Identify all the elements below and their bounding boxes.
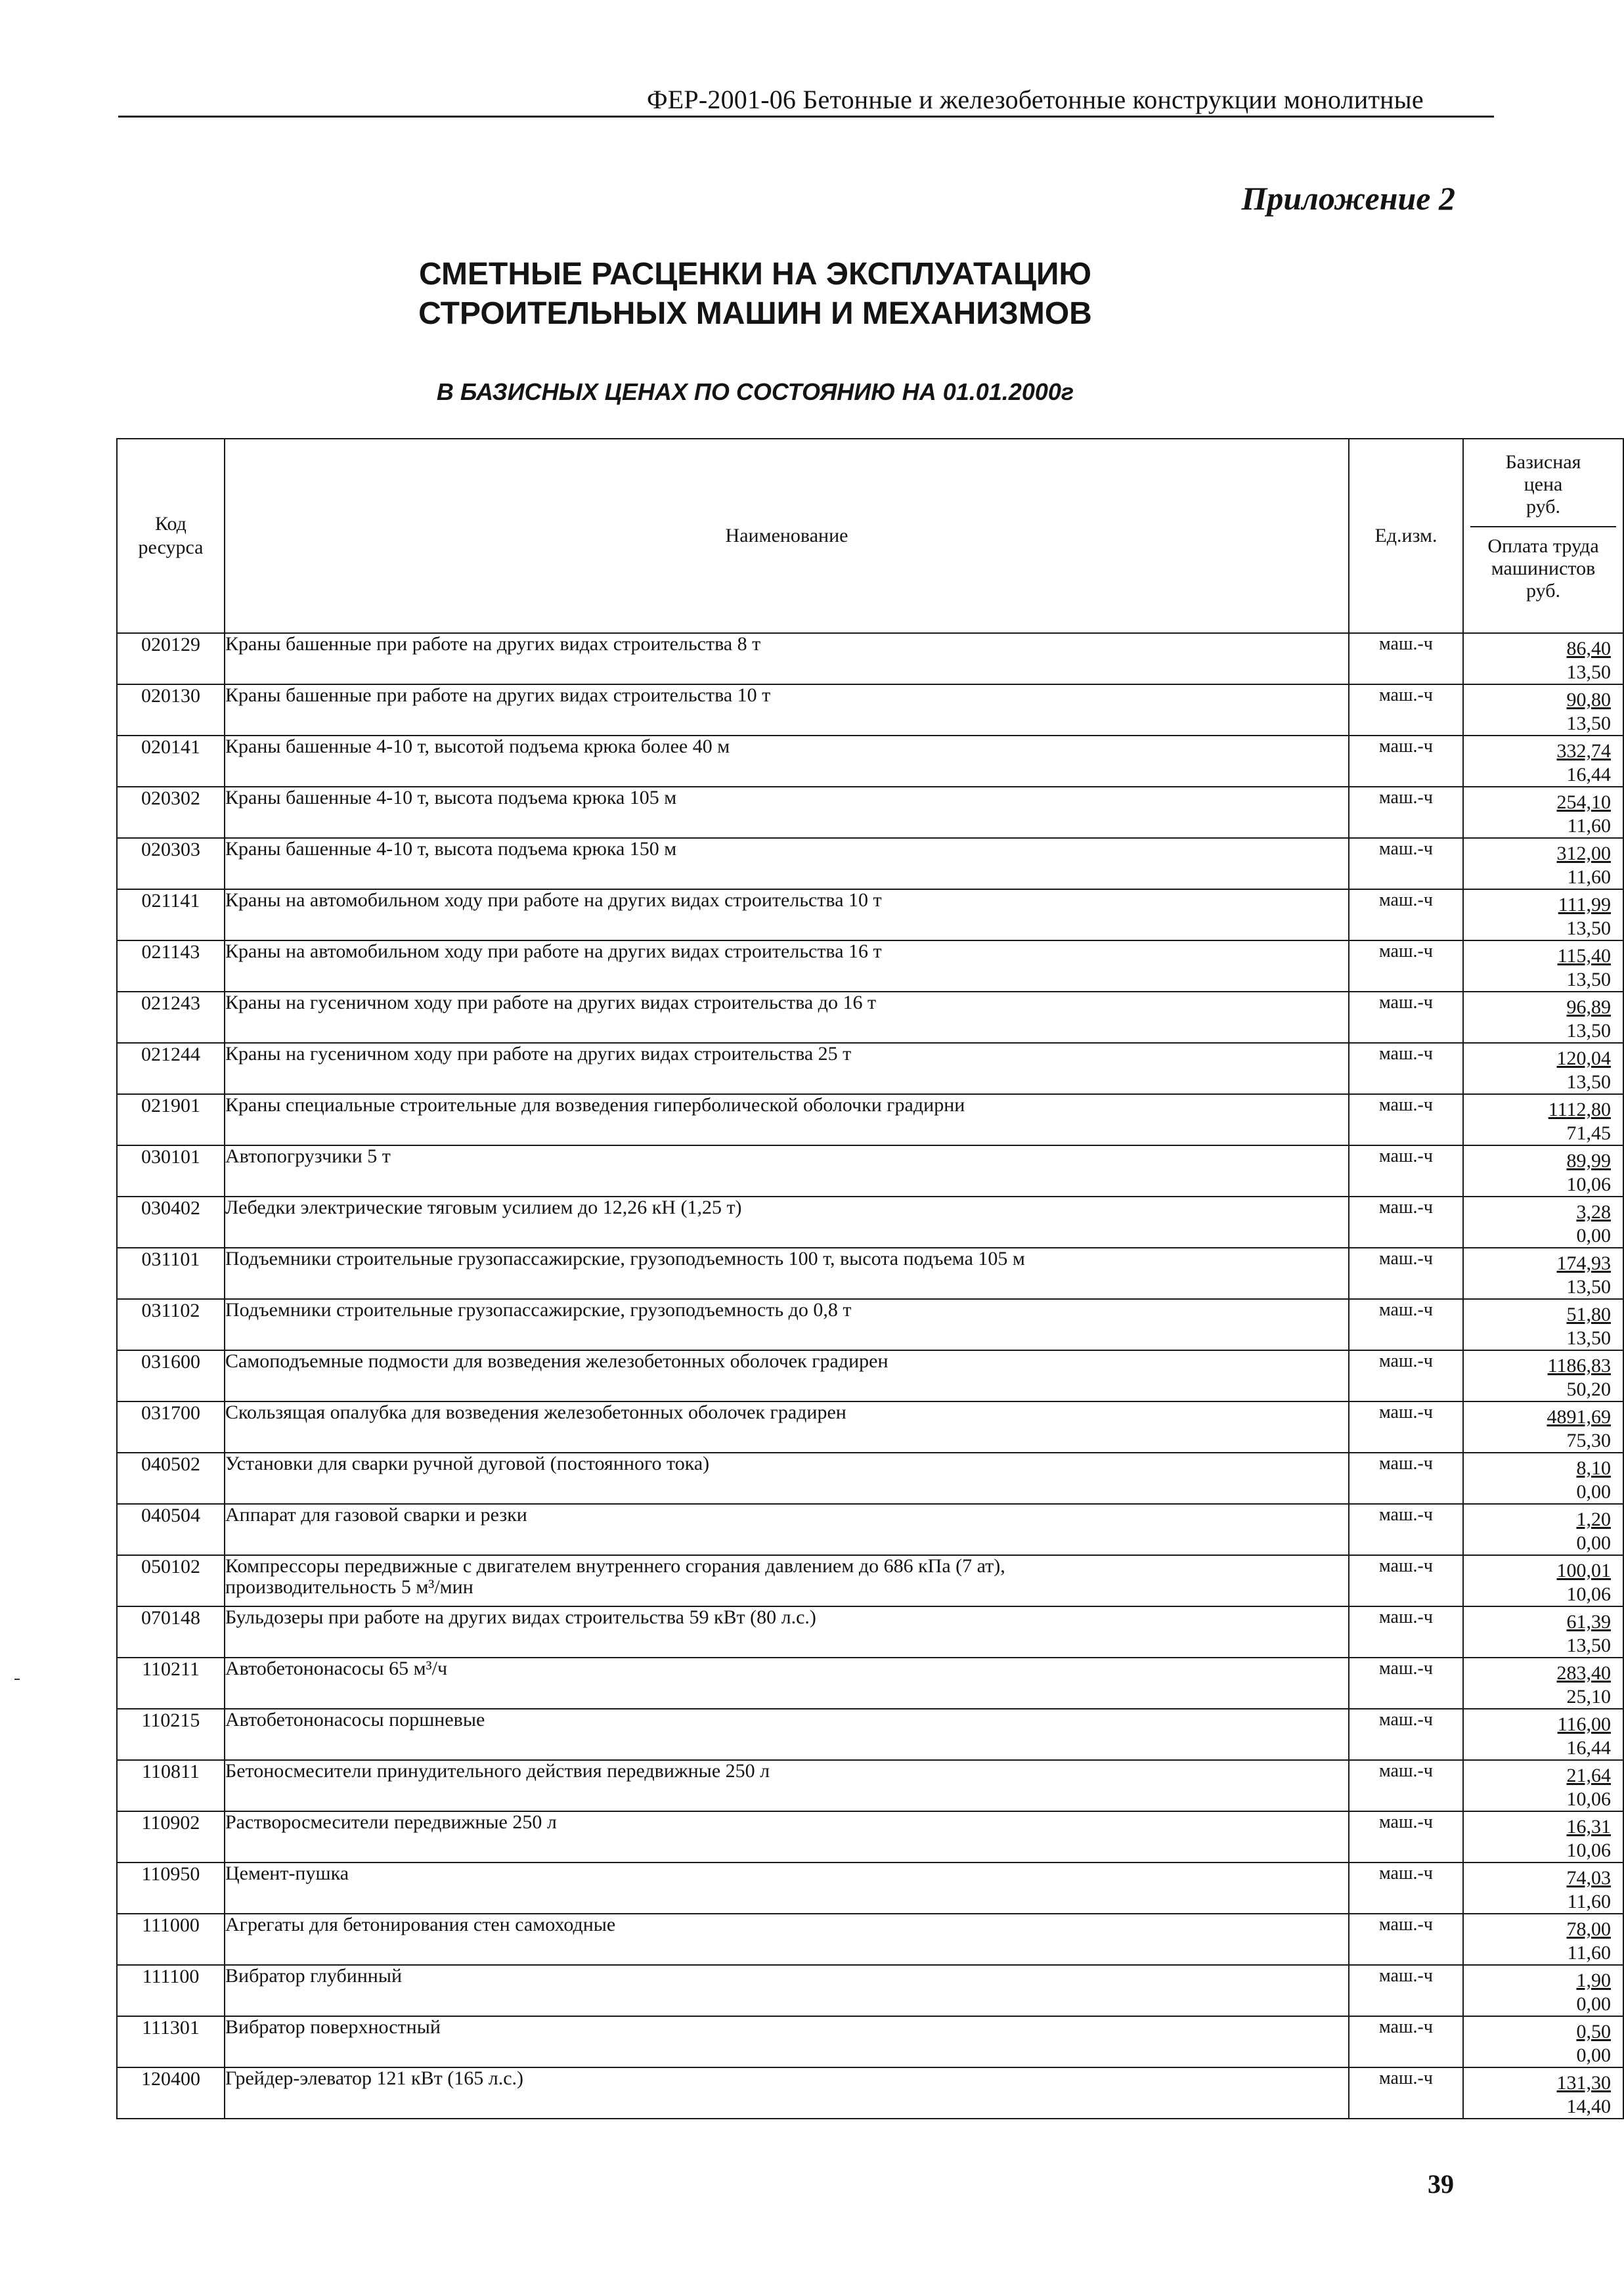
base-price: 283,40 — [1556, 1662, 1611, 1684]
resource-code: 050102 — [117, 1555, 225, 1606]
header-price-line2: цена — [1524, 474, 1563, 495]
resource-code: 030402 — [117, 1197, 225, 1248]
resource-name — [225, 2016, 1349, 2067]
resource-code: 111100 — [117, 1965, 225, 2016]
resource-code: 021243 — [117, 992, 225, 1043]
table-row — [117, 992, 1623, 1043]
price-cell — [1463, 1965, 1623, 2016]
unit-of-measure: маш.-ч — [1349, 1043, 1463, 1094]
resource-code: 020130 — [117, 684, 225, 736]
price-cell — [1463, 838, 1623, 889]
resource-name — [225, 787, 1349, 838]
table-row — [117, 1299, 1623, 1350]
resource-name-line1: Краны башенные 4-10 т, высота подъема крюка 150 м — [225, 838, 677, 860]
base-price: 1112,80 — [1548, 1099, 1611, 1120]
price-cell — [1463, 889, 1623, 940]
unit-of-measure: маш.-ч — [1349, 1094, 1463, 1145]
resource-name-line1: Бетоносмесители принудительного действия передвижные 250 л — [225, 1760, 770, 1782]
unit-of-measure: маш.-ч — [1349, 1248, 1463, 1299]
price-cell — [1463, 1504, 1623, 1555]
base-price: 111,99 — [1558, 894, 1611, 915]
base-price: 120,04 — [1556, 1047, 1611, 1069]
price-cell — [1463, 2016, 1623, 2067]
base-price: 1,90 — [1576, 1970, 1611, 1991]
resource-name — [225, 1606, 1349, 1658]
table-body — [117, 633, 1623, 2119]
unit-of-measure: маш.-ч — [1349, 1145, 1463, 1197]
unit-of-measure: маш.-ч — [1349, 633, 1463, 684]
table-row — [117, 1401, 1623, 1453]
resource-name-line1: Установки для сварки ручной дуговой (постоянного тока) — [225, 1453, 710, 1474]
table-row — [117, 1145, 1623, 1197]
resource-code: 020129 — [117, 633, 225, 684]
resource-name-line1: Автопогрузчики 5 т — [225, 1145, 391, 1167]
resource-name-line1: Растворосмесители передвижные 250 л — [225, 1811, 557, 1833]
header-code — [117, 439, 225, 633]
operator-pay: 10,06 — [1566, 1174, 1611, 1195]
resource-name — [225, 736, 1349, 787]
unit-of-measure: маш.-ч — [1349, 1965, 1463, 2016]
header-name: Наименование — [225, 439, 1349, 633]
header-base-price — [1470, 439, 1616, 527]
price-cell — [1463, 1606, 1623, 1658]
resource-name — [225, 838, 1349, 889]
unit-of-measure: маш.-ч — [1349, 736, 1463, 787]
table-row — [117, 787, 1623, 838]
resource-code: 031102 — [117, 1299, 225, 1350]
operator-pay: 13,50 — [1566, 1635, 1611, 1656]
resource-name-line1: Аппарат для газовой сварки и резки — [225, 1504, 527, 1526]
resource-name — [225, 1658, 1349, 1709]
unit-of-measure: маш.-ч — [1349, 1658, 1463, 1709]
resource-code: 020303 — [117, 838, 225, 889]
resource-name-line1: Компрессоры передвижные с двигателем внутреннего сгорания давлением до 686 кПа (7 ат), — [225, 1555, 1005, 1577]
price-cell — [1463, 1248, 1623, 1299]
price-cell — [1463, 1811, 1623, 1863]
header-pay-line2: машинистов — [1491, 558, 1596, 579]
unit-of-measure: маш.-ч — [1349, 1863, 1463, 1914]
operator-pay: 10,06 — [1566, 1788, 1611, 1810]
resource-name-line2: производительность 5 м³/мин — [225, 1576, 473, 1598]
main-title-line1: СМЕТНЫЕ РАСЦЕНКИ НА ЭКСПЛУАТАЦИЮ — [418, 257, 1092, 292]
operator-pay: 13,50 — [1566, 1327, 1611, 1349]
resource-code: 070148 — [117, 1606, 225, 1658]
price-cell — [1463, 1914, 1623, 1965]
table-row — [117, 1863, 1623, 1914]
resource-name-line1: Автобетононасосы 65 м³/ч — [225, 1658, 448, 1679]
table-row — [117, 1350, 1623, 1401]
header-rule — [118, 116, 1494, 118]
resource-name-line1: Краны башенные 4-10 т, высотой подъема крюка более 40 м — [225, 736, 730, 757]
resource-code: 021901 — [117, 1094, 225, 1145]
header-code-line2: ресурса — [138, 537, 204, 558]
base-price: 4891,69 — [1547, 1406, 1611, 1428]
resource-code: 021143 — [117, 940, 225, 992]
resource-name — [225, 1709, 1349, 1760]
operator-pay: 25,10 — [1566, 1686, 1611, 1708]
resource-code: 020141 — [117, 736, 225, 787]
resource-name — [225, 1043, 1349, 1094]
unit-of-measure: маш.-ч — [1349, 1197, 1463, 1248]
header-title: ФЕР-2001-06 Бетонные и железобетонные конструкции монолитные — [647, 85, 1424, 114]
operator-pay: 13,50 — [1566, 1020, 1611, 1042]
resource-name — [225, 1094, 1349, 1145]
header-price-line1: Базисная — [1505, 451, 1581, 473]
resource-name-line1: Агрегаты для бетонирования стен самоходные — [225, 1914, 616, 1935]
operator-pay: 0,00 — [1576, 1532, 1611, 1554]
resource-name-line1: Вибратор глубинный — [225, 1965, 403, 1987]
table-row — [117, 1811, 1623, 1863]
resource-name-line1: Вибратор поверхностный — [225, 2016, 441, 2038]
margin-mark — [14, 1679, 20, 1680]
operator-pay: 10,06 — [1566, 1840, 1611, 1861]
price-cell — [1463, 1555, 1623, 1606]
operator-pay: 11,60 — [1567, 866, 1611, 888]
table-row — [117, 1606, 1623, 1658]
operator-pay: 13,50 — [1566, 917, 1611, 939]
resource-name — [225, 1197, 1349, 1248]
header-code-line1: Код — [155, 513, 187, 535]
unit-of-measure: маш.-ч — [1349, 2016, 1463, 2067]
unit-of-measure: маш.-ч — [1349, 1350, 1463, 1401]
resource-name-line1: Подъемники строительные грузопассажирские, грузоподъемность до 0,8 т — [225, 1299, 852, 1321]
table-row — [117, 1248, 1623, 1299]
table-header-row — [117, 439, 1623, 633]
price-cell — [1463, 1658, 1623, 1709]
operator-pay: 0,00 — [1576, 2044, 1611, 2066]
operator-pay: 11,60 — [1567, 1891, 1611, 1912]
price-cell — [1463, 787, 1623, 838]
resource-name — [225, 1350, 1349, 1401]
price-cell — [1463, 1094, 1623, 1145]
operator-pay: 0,00 — [1576, 1225, 1611, 1246]
resource-name-line1: Краны башенные при работе на других видах строительства 10 т — [225, 684, 771, 706]
resource-name — [225, 2067, 1349, 2119]
operator-pay: 11,60 — [1567, 815, 1611, 837]
resource-name — [225, 1248, 1349, 1299]
base-price: 1,20 — [1576, 1509, 1611, 1530]
header-price — [1463, 439, 1623, 633]
table-row — [117, 838, 1623, 889]
operator-pay: 16,44 — [1566, 764, 1611, 785]
price-cell — [1463, 1299, 1623, 1350]
price-cell — [1463, 633, 1623, 684]
unit-of-measure: маш.-ч — [1349, 1299, 1463, 1350]
main-title-line2: СТРОИТЕЛЬНЫХ МАШИН И МЕХАНИЗМОВ — [418, 296, 1092, 331]
resource-name — [225, 1914, 1349, 1965]
unit-of-measure: маш.-ч — [1349, 889, 1463, 940]
unit-of-measure: маш.-ч — [1349, 992, 1463, 1043]
unit-of-measure: маш.-ч — [1349, 684, 1463, 736]
unit-of-measure: маш.-ч — [1349, 2067, 1463, 2119]
resource-name-line1: Подъемники строительные грузопассажирские, грузоподъемность 100 т, высота подъема 105 м — [225, 1248, 1025, 1269]
price-cell — [1463, 940, 1623, 992]
unit-of-measure: маш.-ч — [1349, 940, 1463, 992]
header-pay-line3: руб. — [1526, 580, 1560, 602]
resource-code: 040502 — [117, 1453, 225, 1504]
base-price: 74,03 — [1566, 1867, 1611, 1889]
resource-name — [225, 889, 1349, 940]
base-price: 3,28 — [1576, 1201, 1611, 1223]
resource-name — [225, 940, 1349, 992]
operator-pay: 11,60 — [1567, 1942, 1611, 1964]
resource-name — [225, 1299, 1349, 1350]
base-price: 90,80 — [1566, 689, 1611, 711]
resource-name — [225, 1555, 1349, 1606]
base-price: 78,00 — [1566, 1918, 1611, 1940]
operator-pay: 13,50 — [1566, 713, 1611, 734]
price-cell — [1463, 1145, 1623, 1197]
base-price: 254,10 — [1556, 791, 1611, 813]
unit-of-measure: маш.-ч — [1349, 1760, 1463, 1811]
resource-name-line1: Краны башенные при работе на других видах строительства 8 т — [225, 633, 761, 655]
resource-code: 120400 — [117, 2067, 225, 2119]
unit-of-measure: маш.-ч — [1349, 1811, 1463, 1863]
resource-code: 020302 — [117, 787, 225, 838]
base-price: 16,31 — [1566, 1816, 1611, 1838]
table-row — [117, 1094, 1623, 1145]
resource-name-line1: Краны на гусеничном ходу при работе на других видах строительства до 16 т — [225, 992, 877, 1013]
resource-code: 110950 — [117, 1863, 225, 1914]
resource-code: 111301 — [117, 2016, 225, 2067]
operator-pay: 50,20 — [1566, 1378, 1611, 1400]
base-price: 51,80 — [1566, 1304, 1611, 1325]
table-row — [117, 1453, 1623, 1504]
resource-name-line1: Лебедки электрические тяговым усилием до 12,26 кН (1,25 т) — [225, 1197, 742, 1218]
price-cell — [1463, 1043, 1623, 1094]
resource-name — [225, 1863, 1349, 1914]
unit-of-measure: маш.-ч — [1349, 1504, 1463, 1555]
resource-name-line1: Скользящая опалубка для возведения железобетонных оболочек градирен — [225, 1401, 846, 1423]
operator-pay: 10,06 — [1566, 1583, 1611, 1605]
header-pay-line1: Оплата труда — [1487, 535, 1599, 557]
operator-pay: 0,00 — [1576, 1481, 1611, 1503]
table-row — [117, 736, 1623, 787]
base-price: 86,40 — [1566, 638, 1611, 659]
resource-name — [225, 1453, 1349, 1504]
table-row — [117, 1043, 1623, 1094]
unit-of-measure: маш.-ч — [1349, 1709, 1463, 1760]
resource-name — [225, 992, 1349, 1043]
resource-code: 021244 — [117, 1043, 225, 1094]
base-price: 131,30 — [1556, 2072, 1611, 2094]
unit-of-measure: маш.-ч — [1349, 1914, 1463, 1965]
unit-of-measure: маш.-ч — [1349, 838, 1463, 889]
resource-name-line1: Бульдозеры при работе на других видах строительства 59 кВт (80 л.с.) — [225, 1606, 816, 1628]
resource-name-line1: Краны на автомобильном ходу при работе на других видах строительства 10 т — [225, 889, 882, 911]
resource-name-line1: Грейдер-элеватор 121 кВт (165 л.с.) — [225, 2067, 523, 2089]
price-cell — [1463, 1401, 1623, 1453]
base-price: 8,10 — [1576, 1457, 1611, 1479]
resource-name — [225, 1811, 1349, 1863]
table-row — [117, 1197, 1623, 1248]
price-cell — [1463, 1760, 1623, 1811]
operator-pay: 0,00 — [1576, 1993, 1611, 2015]
unit-of-measure: маш.-ч — [1349, 1606, 1463, 1658]
main-title — [328, 255, 1182, 334]
header-operator-pay — [1464, 527, 1623, 605]
base-price: 96,89 — [1566, 996, 1611, 1018]
resource-name — [225, 1401, 1349, 1453]
table-row — [117, 1504, 1623, 1555]
operator-pay: 75,30 — [1566, 1430, 1611, 1451]
header-price-line3: руб. — [1526, 496, 1560, 518]
base-price: 312,00 — [1556, 843, 1611, 864]
table-row — [117, 1760, 1623, 1811]
resource-code: 021141 — [117, 889, 225, 940]
table-row — [117, 1555, 1623, 1606]
resource-name — [225, 1760, 1349, 1811]
header-unit: Ед.изм. — [1349, 439, 1463, 633]
price-cell — [1463, 1863, 1623, 1914]
unit-of-measure: маш.-ч — [1349, 787, 1463, 838]
subtitle: В БАЗИСНЫХ ЦЕНАХ ПО СОСТОЯНИЮ НА 01.01.2000г — [436, 378, 1074, 405]
base-price: 174,93 — [1556, 1252, 1611, 1274]
table-row — [117, 1914, 1623, 1965]
resource-name-line1: Автобетононасосы поршневые — [225, 1709, 485, 1731]
resource-code: 110811 — [117, 1760, 225, 1811]
resource-name-line1: Краны специальные строительные для возведения гиперболической оболочки градирни — [225, 1094, 965, 1116]
operator-pay: 13,50 — [1566, 1276, 1611, 1298]
base-price: 116,00 — [1557, 1713, 1611, 1735]
table-row — [117, 2067, 1623, 2119]
table-row — [117, 889, 1623, 940]
operator-pay: 16,44 — [1566, 1737, 1611, 1759]
base-price: 21,64 — [1566, 1765, 1611, 1786]
resource-code: 110902 — [117, 1811, 225, 1863]
resource-name — [225, 1145, 1349, 1197]
table-row — [117, 2016, 1623, 2067]
operator-pay: 13,50 — [1566, 661, 1611, 683]
resource-code: 111000 — [117, 1914, 225, 1965]
page-number: 39 — [1428, 2169, 1454, 2199]
resource-name-line1: Краны на автомобильном ходу при работе на других видах строительства 16 т — [225, 940, 882, 962]
price-cell — [1463, 992, 1623, 1043]
resource-name — [225, 1965, 1349, 2016]
resource-code: 110215 — [117, 1709, 225, 1760]
table-row — [117, 1658, 1623, 1709]
price-cell — [1463, 1197, 1623, 1248]
appendix-label: Приложение 2 — [1241, 180, 1455, 217]
unit-of-measure: маш.-ч — [1349, 1555, 1463, 1606]
base-price: 0,50 — [1576, 2021, 1611, 2042]
table-row — [117, 1965, 1623, 2016]
price-cell — [1463, 1709, 1623, 1760]
table-row — [117, 1709, 1623, 1760]
price-cell — [1463, 2067, 1623, 2119]
operator-pay: 13,50 — [1566, 1071, 1611, 1093]
resource-code: 031600 — [117, 1350, 225, 1401]
resource-name-line1: Самоподъемные подмости для возведения железобетонных оболочек градирен — [225, 1350, 889, 1372]
base-price: 100,01 — [1556, 1560, 1611, 1581]
resource-name-line1: Краны башенные 4-10 т, высота подъема крюка 105 м — [225, 787, 677, 808]
base-price: 89,99 — [1566, 1150, 1611, 1172]
operator-pay: 71,45 — [1566, 1122, 1611, 1144]
unit-of-measure: маш.-ч — [1349, 1401, 1463, 1453]
resource-code: 031101 — [117, 1248, 225, 1299]
price-cell — [1463, 1453, 1623, 1504]
resource-name-line1: Цемент-пушка — [225, 1863, 349, 1884]
resource-name-line1: Краны на гусеничном ходу при работе на других видах строительства 25 т — [225, 1043, 852, 1065]
operator-pay: 13,50 — [1566, 969, 1611, 990]
base-price: 115,40 — [1557, 945, 1611, 967]
resource-code: 110211 — [117, 1658, 225, 1709]
resource-name — [225, 684, 1349, 736]
unit-of-measure: маш.-ч — [1349, 1453, 1463, 1504]
price-cell — [1463, 736, 1623, 787]
base-price: 1186,83 — [1547, 1355, 1611, 1377]
operator-pay: 14,40 — [1566, 2096, 1611, 2117]
price-cell — [1463, 1350, 1623, 1401]
base-price: 332,74 — [1556, 740, 1611, 762]
table-row — [117, 684, 1623, 736]
resource-name — [225, 1504, 1349, 1555]
resource-code: 030101 — [117, 1145, 225, 1197]
table-row — [117, 940, 1623, 992]
base-price: 61,39 — [1566, 1611, 1611, 1633]
resource-code: 031700 — [117, 1401, 225, 1453]
resource-name — [225, 633, 1349, 684]
resource-code: 040504 — [117, 1504, 225, 1555]
table-row — [117, 633, 1623, 684]
rates-table — [116, 438, 1624, 2119]
price-cell — [1463, 684, 1623, 736]
